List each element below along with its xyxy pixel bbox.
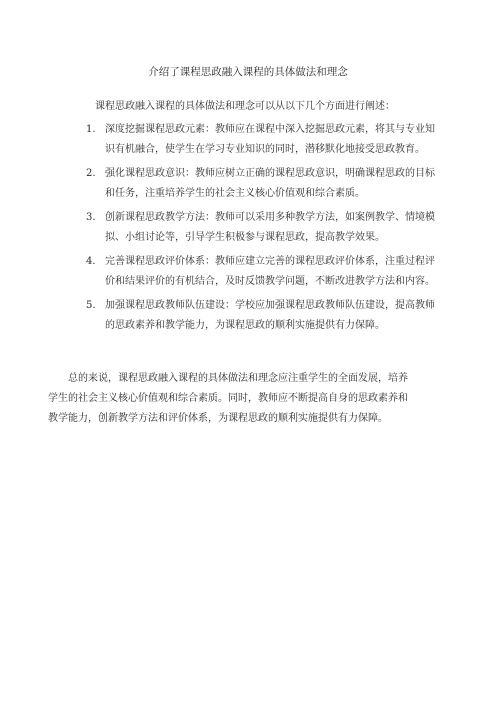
list-item-number: 5.	[86, 300, 96, 311]
list-item-line: 的思政素养和教学能力，为课程思政的顺利实施提供有力保障。	[105, 320, 385, 331]
list-item	[86, 208, 435, 248]
document-title: 介绍了课程思政融入课程的具体做法和理念	[148, 66, 348, 78]
list-item-line: 创新课程思政教学方法：教师可以采用多种教学方法，如案例教学、情境模	[105, 212, 435, 223]
summary-line: 学生的社会主义核心价值观和综合素质。同时，教师应不断提高自身的思政素养和	[48, 393, 408, 404]
list-item-line: 和任务，注重培养学生的社会主义核心价值观和综合素质。	[105, 188, 365, 199]
list-item	[86, 252, 435, 292]
list-item	[86, 164, 435, 204]
summary-line: 总的来说，课程思政融入课程的具体做法和理念应注重学生的全面发展，培养	[68, 373, 408, 384]
list-item-number: 1.	[86, 124, 96, 135]
list-item	[86, 296, 435, 336]
list-item-number: 4.	[86, 256, 96, 267]
list-item-line: 深度挖掘课程思政元素：教师应在课程中深入挖掘思政元素，将其与专业知	[105, 124, 435, 135]
list-item-line: 加强课程思政教师队伍建设：学校应加强课程思政教师队伍建设，提高教师	[105, 300, 435, 311]
list-item-line: 拟、小组讨论等，引导学生积极参与课程思政，提高教学效果。	[105, 232, 385, 243]
list-item	[86, 120, 435, 160]
summary-paragraph	[48, 369, 448, 429]
intro-paragraph: 课程思政融入课程的具体做法和理念可以从以下几个方面进行阐述：	[95, 101, 395, 112]
list-item-number: 2.	[86, 168, 96, 179]
list-item-line: 完善课程思政评价体系：教师应建立完善的课程思政评价体系，注重过程评	[105, 256, 435, 267]
list-item-line: 识有机融合，使学生在学习专业知识的同时，潜移默化地接受思政教育。	[105, 144, 425, 155]
numbered-list	[86, 120, 435, 336]
list-item-line: 强化课程思政意识：教师应树立正确的课程思政意识，明确课程思政的目标	[105, 168, 435, 179]
summary-line: 教学能力，创新教学方法和评价体系，为课程思政的顺利实施提供有力保障。	[48, 413, 388, 424]
list-item-number: 3.	[86, 212, 96, 223]
list-item-line: 价和结果评价的有机结合，及时反馈教学问题，不断改进教学方法和内容。	[105, 276, 435, 287]
